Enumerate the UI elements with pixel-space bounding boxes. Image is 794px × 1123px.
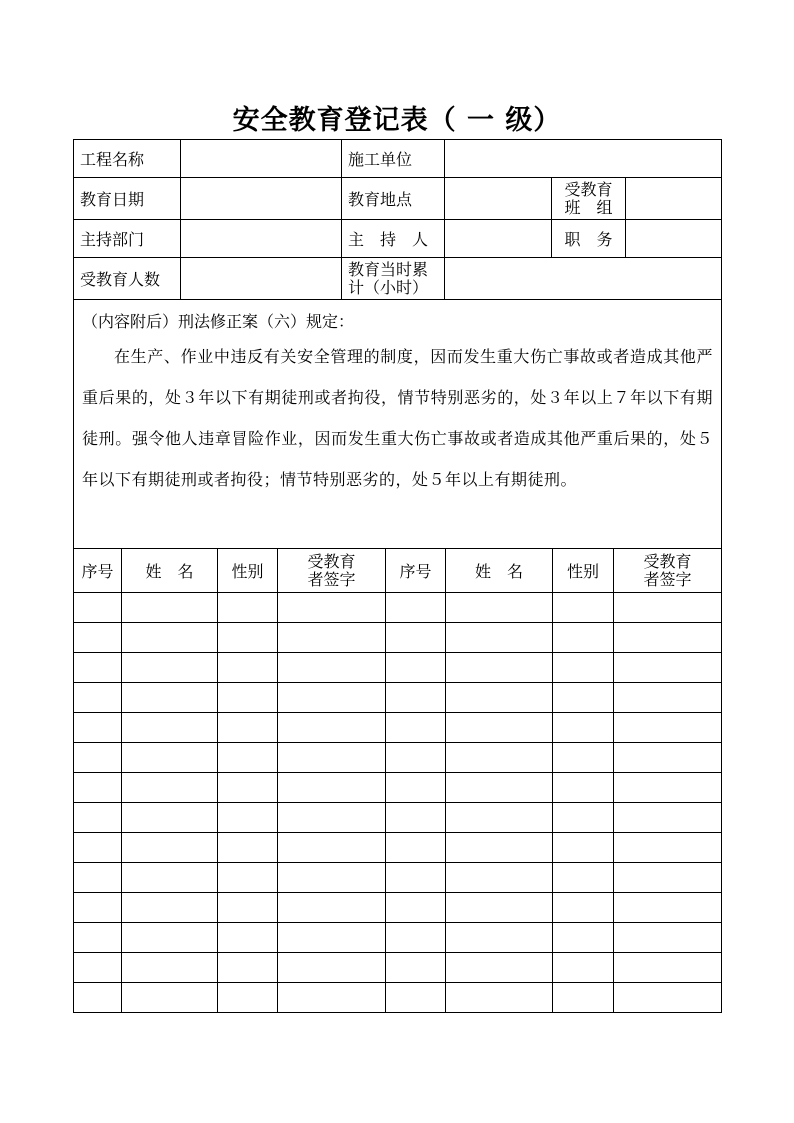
name-cell-right[interactable] xyxy=(446,743,553,773)
name-cell-left[interactable] xyxy=(122,803,218,833)
header-sign-right-line1: 受教育 xyxy=(643,551,692,571)
roster-row xyxy=(74,623,722,653)
host-field[interactable] xyxy=(445,220,552,258)
name-cell-right[interactable] xyxy=(446,983,553,1013)
sign-cell-left[interactable] xyxy=(278,803,386,833)
host-dept-label: 主持部门 xyxy=(74,220,181,258)
gender-cell-left[interactable] xyxy=(218,923,278,953)
hours-label xyxy=(342,258,445,300)
name-cell-left[interactable] xyxy=(122,623,218,653)
name-cell-left[interactable] xyxy=(122,713,218,743)
header-name-right: 姓 名 xyxy=(446,549,553,593)
sign-cell-left[interactable] xyxy=(278,833,386,863)
host-label: 主 持 人 xyxy=(342,220,445,258)
seq-cell-right[interactable] xyxy=(386,803,446,833)
roster-row xyxy=(74,683,722,713)
seq-cell-right[interactable] xyxy=(386,743,446,773)
sign-cell-right[interactable] xyxy=(614,923,722,953)
gender-cell-right[interactable] xyxy=(553,743,614,773)
sign-cell-right[interactable] xyxy=(614,713,722,743)
seq-cell-left[interactable] xyxy=(74,683,122,713)
sign-cell-left[interactable] xyxy=(278,983,386,1013)
name-cell-left[interactable] xyxy=(122,833,218,863)
name-cell-right[interactable] xyxy=(446,953,553,983)
gender-cell-right[interactable] xyxy=(553,803,614,833)
seq-cell-left[interactable] xyxy=(74,653,122,683)
seq-cell-left[interactable] xyxy=(74,923,122,953)
trainee-group-field[interactable] xyxy=(626,178,722,220)
gender-cell-left[interactable] xyxy=(218,683,278,713)
sign-cell-left[interactable] xyxy=(278,953,386,983)
gender-cell-left[interactable] xyxy=(218,773,278,803)
hours-label-line1: 教育当时累 xyxy=(348,259,429,279)
trainee-count-field[interactable] xyxy=(181,258,342,300)
seq-cell-right[interactable] xyxy=(386,953,446,983)
trainee-group-label-line1: 受教育 xyxy=(564,179,613,199)
sign-cell-left[interactable] xyxy=(278,653,386,683)
roster-row xyxy=(74,803,722,833)
gender-cell-left[interactable] xyxy=(218,593,278,623)
header-sign-left-line1: 受教育 xyxy=(307,551,356,571)
sign-cell-right[interactable] xyxy=(614,953,722,983)
hours-label-line2: 计（小时） xyxy=(348,277,429,297)
sign-cell-left[interactable] xyxy=(278,683,386,713)
sign-cell-left[interactable] xyxy=(278,743,386,773)
name-cell-left[interactable] xyxy=(122,773,218,803)
name-cell-left[interactable] xyxy=(122,653,218,683)
gender-cell-right[interactable] xyxy=(553,683,614,713)
header-seq-left: 序号 xyxy=(74,549,122,593)
sign-cell-right[interactable] xyxy=(614,593,722,623)
gender-cell-right[interactable] xyxy=(553,953,614,983)
sign-cell-left[interactable] xyxy=(278,923,386,953)
education-place-label: 教育地点 xyxy=(342,178,445,220)
roster-row xyxy=(74,953,722,983)
host-dept-field[interactable] xyxy=(181,220,342,258)
sign-cell-right[interactable] xyxy=(614,803,722,833)
sign-cell-right[interactable] xyxy=(614,893,722,923)
seq-cell-left[interactable] xyxy=(74,833,122,863)
gender-cell-right[interactable] xyxy=(553,713,614,743)
name-cell-right[interactable] xyxy=(446,893,553,923)
seq-cell-right[interactable] xyxy=(386,713,446,743)
name-cell-right[interactable] xyxy=(446,593,553,623)
education-place-field[interactable] xyxy=(445,178,552,220)
seq-cell-right[interactable] xyxy=(386,983,446,1013)
name-cell-right[interactable] xyxy=(446,833,553,863)
header-name-left: 姓 名 xyxy=(122,549,218,593)
header-sign-left xyxy=(278,549,386,593)
gender-cell-left[interactable] xyxy=(218,893,278,923)
name-cell-left[interactable] xyxy=(122,743,218,773)
seq-cell-right[interactable] xyxy=(386,593,446,623)
hours-field[interactable] xyxy=(445,258,722,300)
gender-cell-left[interactable] xyxy=(218,803,278,833)
sign-cell-right[interactable] xyxy=(614,743,722,773)
seq-cell-left[interactable] xyxy=(74,983,122,1013)
seq-cell-right[interactable] xyxy=(386,863,446,893)
position-label: 职 务 xyxy=(552,220,626,258)
trainee-count-label: 受教育人数 xyxy=(74,258,181,300)
roster-table xyxy=(73,548,722,1013)
sign-cell-right[interactable] xyxy=(614,863,722,893)
seq-cell-right[interactable] xyxy=(386,923,446,953)
gender-cell-left[interactable] xyxy=(218,953,278,983)
sign-cell-left[interactable] xyxy=(278,593,386,623)
seq-cell-left[interactable] xyxy=(74,803,122,833)
roster-row xyxy=(74,593,722,623)
sign-cell-left[interactable] xyxy=(278,773,386,803)
gender-cell-right[interactable] xyxy=(553,893,614,923)
gender-cell-right[interactable] xyxy=(553,983,614,1013)
content-section xyxy=(74,300,722,549)
header-sign-left-text xyxy=(307,553,355,589)
name-cell-right[interactable] xyxy=(446,683,553,713)
name-cell-left[interactable] xyxy=(122,953,218,983)
gender-cell-right[interactable] xyxy=(553,833,614,863)
seq-cell-left[interactable] xyxy=(74,713,122,743)
construction-unit-field[interactable] xyxy=(445,140,722,178)
gender-cell-right[interactable] xyxy=(553,623,614,653)
name-cell-right[interactable] xyxy=(446,863,553,893)
project-name-label: 工程名称 xyxy=(74,140,181,178)
gender-cell-right[interactable] xyxy=(553,923,614,953)
name-cell-right[interactable] xyxy=(446,623,553,653)
header-sign-right-text xyxy=(643,553,691,589)
header-sign-right-line2: 者签字 xyxy=(643,569,692,589)
seq-cell-left[interactable] xyxy=(74,863,122,893)
gender-cell-left[interactable] xyxy=(218,983,278,1013)
sign-cell-left[interactable] xyxy=(278,623,386,653)
trainee-group-label xyxy=(552,178,626,220)
info-table xyxy=(73,139,722,549)
position-field[interactable] xyxy=(626,220,722,258)
gender-cell-left[interactable] xyxy=(218,743,278,773)
sign-cell-right[interactable] xyxy=(614,833,722,863)
header-seq-right: 序号 xyxy=(386,549,446,593)
education-date-label: 教育日期 xyxy=(74,178,181,220)
roster-row xyxy=(74,713,722,743)
name-cell-right[interactable] xyxy=(446,653,553,683)
roster-row xyxy=(74,893,722,923)
gender-cell-right[interactable] xyxy=(553,653,614,683)
roster-row xyxy=(74,833,722,863)
project-name-field[interactable] xyxy=(181,140,342,178)
gender-cell-left[interactable] xyxy=(218,653,278,683)
seq-cell-left[interactable] xyxy=(74,893,122,923)
seq-cell-left[interactable] xyxy=(74,623,122,653)
sign-cell-right[interactable] xyxy=(614,623,722,653)
header-sign-left-line2: 者签字 xyxy=(307,569,356,589)
seq-cell-left[interactable] xyxy=(74,953,122,983)
gender-cell-right[interactable] xyxy=(553,773,614,803)
seq-cell-right[interactable] xyxy=(386,833,446,863)
sign-cell-right[interactable] xyxy=(614,683,722,713)
gender-cell-left[interactable] xyxy=(218,713,278,743)
construction-unit-label: 施工单位 xyxy=(342,140,445,178)
gender-cell-right[interactable] xyxy=(553,863,614,893)
sign-cell-right[interactable] xyxy=(614,983,722,1013)
seq-cell-right[interactable] xyxy=(386,653,446,683)
roster-row xyxy=(74,653,722,683)
name-cell-right[interactable] xyxy=(446,803,553,833)
header-sign-right xyxy=(614,549,722,593)
seq-cell-right[interactable] xyxy=(386,683,446,713)
name-cell-left[interactable] xyxy=(122,863,218,893)
roster-row xyxy=(74,773,722,803)
name-cell-left[interactable] xyxy=(122,983,218,1013)
name-cell-left[interactable] xyxy=(122,893,218,923)
name-cell-left[interactable] xyxy=(122,923,218,953)
name-cell-left[interactable] xyxy=(122,593,218,623)
seq-cell-left[interactable] xyxy=(74,593,122,623)
name-cell-left[interactable] xyxy=(122,683,218,713)
sign-cell-left[interactable] xyxy=(278,713,386,743)
header-gender-left: 性别 xyxy=(218,549,278,593)
gender-cell-right[interactable] xyxy=(553,593,614,623)
gender-cell-left[interactable] xyxy=(218,833,278,863)
sign-cell-left[interactable] xyxy=(278,893,386,923)
sign-cell-right[interactable] xyxy=(614,773,722,803)
document-title: 安全教育登记表（ 一 级） xyxy=(232,105,562,136)
trainee-group-label-line2: 班 组 xyxy=(564,197,613,217)
header-gender-right: 性别 xyxy=(553,549,614,593)
seq-cell-right[interactable] xyxy=(386,893,446,923)
roster-row xyxy=(74,743,722,773)
name-cell-right[interactable] xyxy=(446,713,553,743)
roster-row xyxy=(74,923,722,953)
seq-cell-right[interactable] xyxy=(386,773,446,803)
sign-cell-left[interactable] xyxy=(278,863,386,893)
name-cell-right[interactable] xyxy=(446,923,553,953)
gender-cell-left[interactable] xyxy=(218,863,278,893)
content-body: 在生产、作业中违反有关安全管理的制度，因而发生重大伤亡事故或者造成其他严重后果的，处３年以下有期徒刑或者拘役，情节特别恶劣的，处３年以上７年以下有期徒刑。强令他人违章冒险作业，因而发生重大伤亡事故或者造成其他严重后果的，处５年以下有期徒刑或者拘役；情节特别恶劣的，处５年以上有期徒刑。 xyxy=(82,347,714,489)
sign-cell-right[interactable] xyxy=(614,653,722,683)
name-cell-right[interactable] xyxy=(446,773,553,803)
content-heading: （内容附后）刑法修正案（六）规定： xyxy=(82,312,355,331)
roster-row xyxy=(74,983,722,1013)
roster-header-row xyxy=(74,549,722,593)
seq-cell-right[interactable] xyxy=(386,623,446,653)
education-date-field[interactable] xyxy=(181,178,342,220)
roster-row xyxy=(74,863,722,893)
gender-cell-left[interactable] xyxy=(218,623,278,653)
seq-cell-left[interactable] xyxy=(74,743,122,773)
seq-cell-left[interactable] xyxy=(74,773,122,803)
